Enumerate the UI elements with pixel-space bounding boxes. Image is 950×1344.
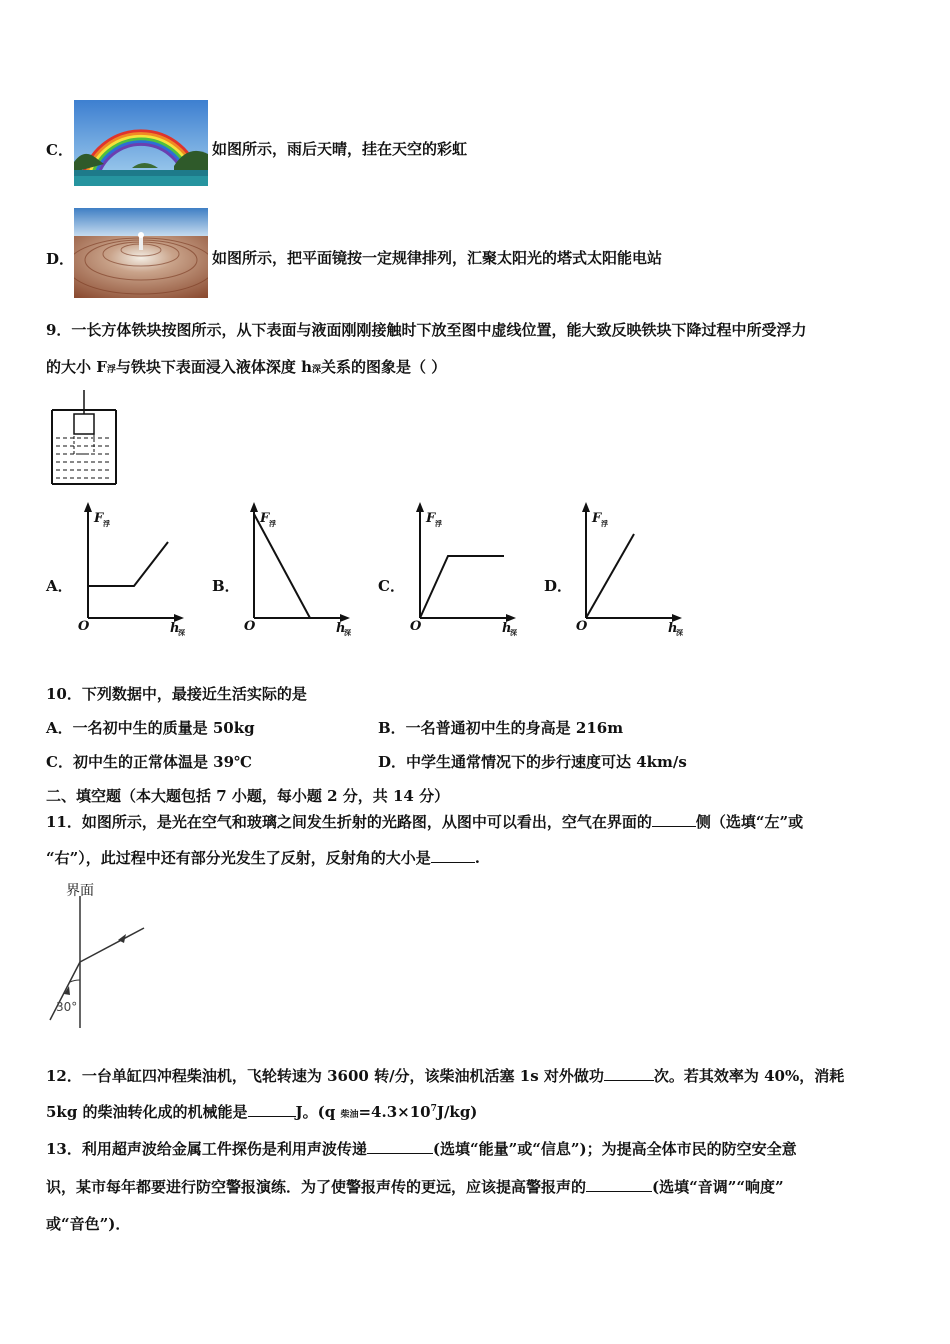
graph-origin-0: O — [78, 619, 90, 634]
graph-x-sub-2: 深 — [510, 628, 517, 637]
q10-option-a: A．一名初中生的质量是 50kg — [46, 719, 255, 737]
q9-line1: 9．一长方体铁块按图所示，从下表面与液面刚刚接触时下放至图中虚线位置，能大致反映铁块下降过程中所受浮力 — [46, 321, 807, 339]
graph-y-arrow-0 — [84, 502, 92, 512]
graph-x-sub-1: 深 — [344, 628, 351, 637]
graph-x-sub-3: 深 — [676, 628, 683, 637]
graph-y-arrow-3 — [582, 502, 590, 512]
solar-tower-image — [74, 208, 208, 298]
graph-y-label-1: F — [260, 511, 270, 526]
graph-origin-3: O — [576, 619, 588, 634]
q10-option-d: D．中学生通常情况下的步行速度可达 4km/s — [378, 753, 687, 771]
section-2-title: 二、填空题（本大题包括 7 小题，每小题 2 分，共 14 分） — [46, 787, 450, 805]
graph-x-label-0: h — [170, 621, 180, 636]
graph-y-sub-1: 浮 — [269, 519, 276, 528]
graph-x-label-1: h — [336, 621, 346, 636]
option-c-label: C． — [46, 141, 73, 159]
q11-line1: 11．如图所示，是光在空气和玻璃之间发生折射的光路图，从图中可以看出，空气在界面的 侧（选填“左”或 — [46, 813, 804, 831]
graphs-svg — [40, 500, 720, 650]
interface-label: 界面 — [66, 883, 94, 899]
graph-label-2: C． — [378, 577, 405, 595]
option-d-label: D． — [46, 250, 75, 268]
graph-y-arrow-2 — [416, 502, 424, 512]
graph-curve-2 — [420, 556, 504, 618]
graph-label-1: B． — [212, 577, 240, 595]
graph-label-3: D． — [544, 577, 573, 595]
q13-line2: 识，某市每年都要进行防空警报演练．为了使警报声传的更远，应该提高警报声的 (选填“音调”“响度” — [46, 1178, 784, 1196]
graph-y-arrow-1 — [250, 502, 258, 512]
q12-line1: 12．一台单缸四冲程柴油机，飞轮转速为 3600 转/分，该柴油机活塞 1s 对外做功 次。若其效率为 40%，消耗 — [46, 1067, 845, 1085]
graph-curve-3 — [586, 534, 634, 618]
q12-line2: 5kg 的柴油转化成的机械能是 J。(q 柴油$=4.3\times 10^7J/kg$) — [46, 1103, 478, 1121]
rainbow-image — [74, 100, 208, 186]
angle-label: 30° — [56, 1000, 78, 1014]
q9-graphs — [40, 500, 720, 650]
q13-line3: 或“音色”)． — [46, 1215, 131, 1233]
graph-curve-1 — [254, 514, 310, 618]
q9-line2: 的大小 F浮与铁块下表面浸入液体深度 h深关系的图象是（ ） — [46, 358, 447, 376]
option-d-text: 如图所示，把平面镜按一定规律排列，汇聚太阳光的塔式太阳能电站 — [212, 249, 663, 267]
graph-x-sub-0: 深 — [178, 628, 185, 637]
graph-origin-1: O — [244, 619, 256, 634]
graph-x-label-2: h — [502, 621, 512, 636]
graph-label-0: A． — [46, 577, 73, 595]
q10-option-b: B．一名普通初中生的身高是 216m — [378, 719, 624, 737]
graph-x-label-3: h — [668, 621, 678, 636]
graph-curve-0 — [88, 542, 168, 586]
graph-y-label-3: F — [592, 511, 602, 526]
q11-line2: “右”），此过程中还有部分光发生了反射，反射角的大小是 . — [46, 849, 480, 867]
q10-stem: 10．下列数据中，最接近生活实际的是 — [46, 685, 307, 703]
graph-y-label-2: F — [426, 511, 436, 526]
graph-y-sub-3: 浮 — [601, 519, 608, 528]
graph-y-label-0: F — [94, 511, 104, 526]
q10-option-c: C．初中生的正常体温是 39℃ — [46, 753, 253, 771]
graph-origin-2: O — [410, 619, 422, 634]
option-c-text: 如图所示，雨后天晴，挂在天空的彩虹 — [212, 140, 468, 158]
q13-line1: 13．利用超声波给金属工件探伤是利用声波传递 (选填“能量”或“信息”)；为提高全体市民的防空安全意 — [46, 1140, 797, 1158]
beaker-figure — [48, 388, 120, 490]
graph-y-sub-0: 浮 — [103, 519, 110, 528]
graph-y-sub-2: 浮 — [435, 519, 442, 528]
